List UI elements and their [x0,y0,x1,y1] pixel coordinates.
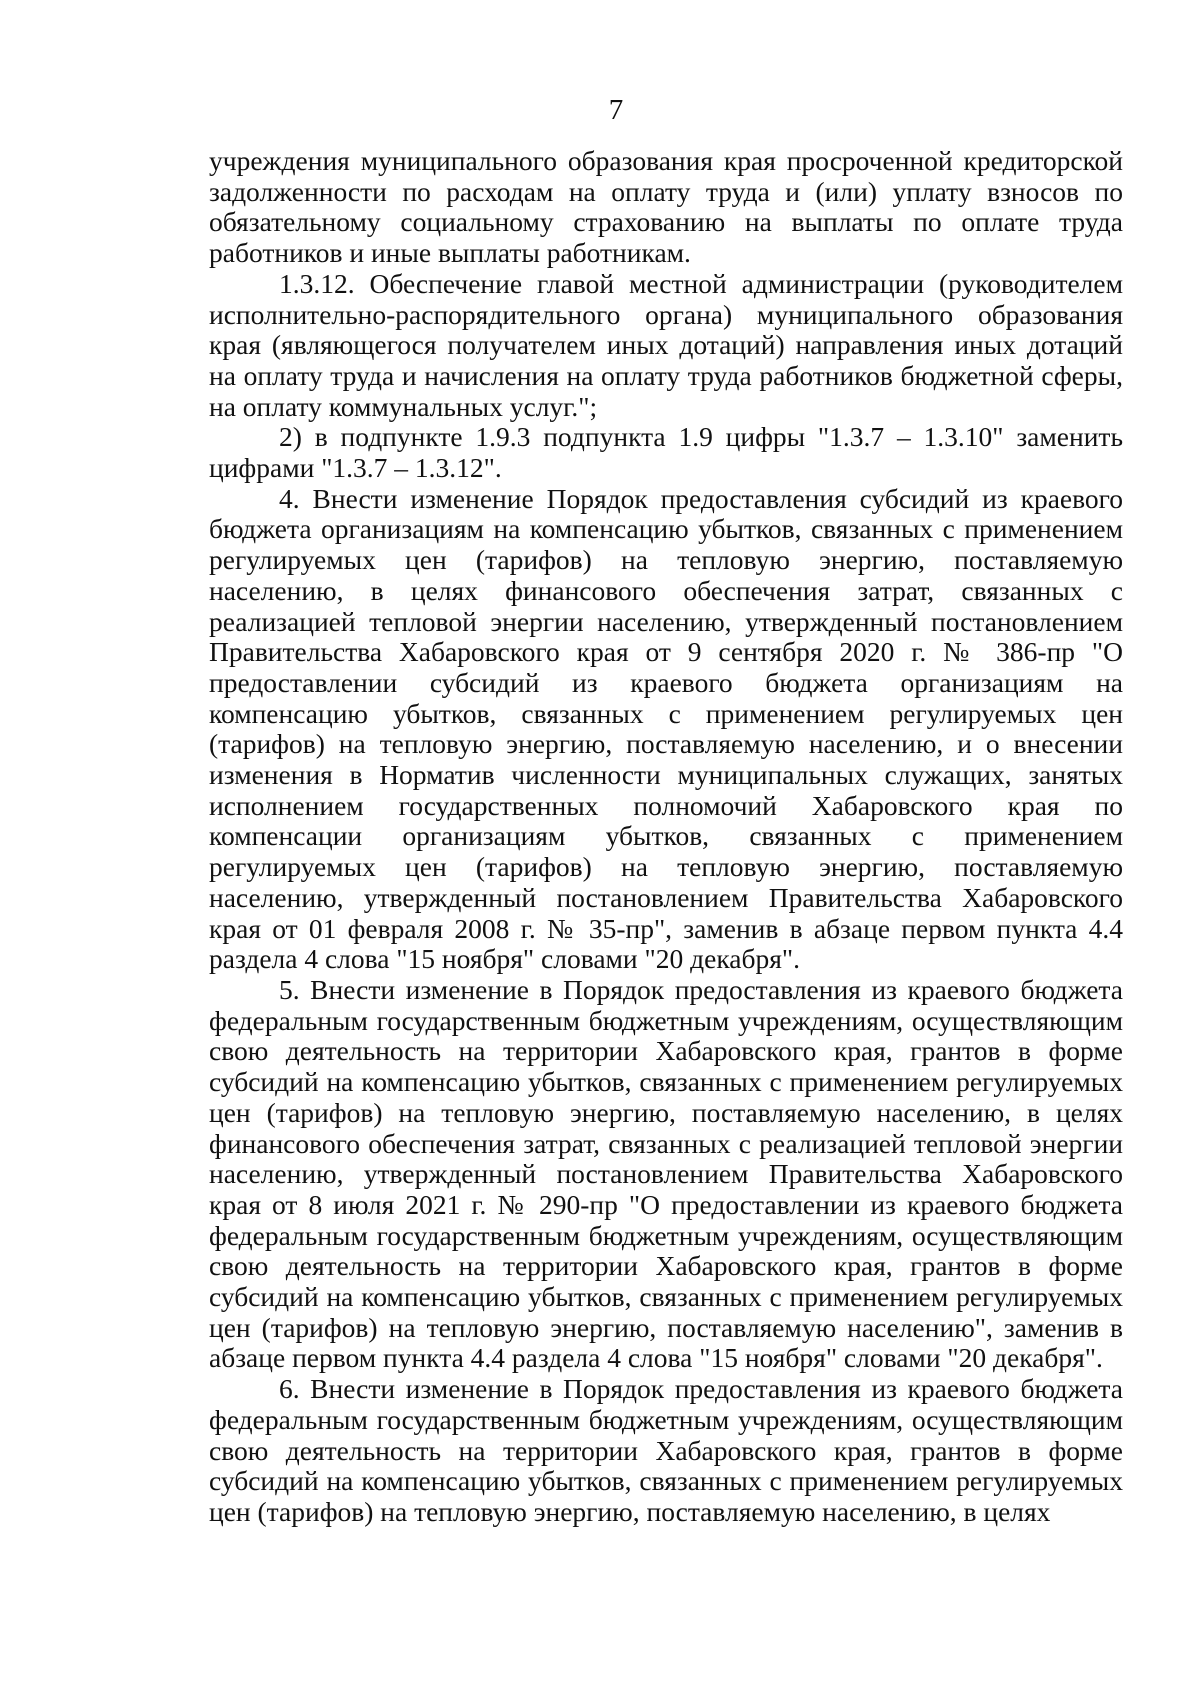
page-number: 7 [608,94,624,126]
paragraph-subitem-2: 2) в подпункте 1.9.3 подпункта 1.9 цифры "1.3.7 – 1.3.10" заменить цифрами "1.3.7 – 1.3.12". [209,421,1123,484]
paragraph-item-5: 5. Внести изменение в Порядок предоставления из краевого бюджета федеральным государственным бюджетным учреждениям, осуществляющим свою деятельность на территории Хабаровского края, грантов в форме субсидий на компенсацию убытков, связанных с применением регулируемых цен (тарифов) на тепловую энергию, поставляемую населению, в целях финансового обеспечения затрат, связанных с реализацией тепловой энергии населению, утвержденный постановлением Правительства Хабаровского края от 8 июля 2021 г. № 290-пр "О предоставлении из краевого бюджета федеральным государственным бюджетным учреждениям, осуществляющим свою деятельность на территории Хабаровского края, грантов в форме субсидий на компенсацию убытков, связанных с применением регулируемых цен (тарифов) на тепловую энергию, поставляемую населению", заменив в абзаце первом пункта 4.4 раздела 4 слова "15 ноября" словами "20 декабря". [209,973,1123,1374]
document-body [209,146,1123,1528]
paragraph-item-4: 4. Внести изменение Порядок предоставления субсидий из краевого бюджета организациям на компенсацию убытков, связанных с применением регулируемых цен (тарифов) на тепловую энергию, поставляемую населению, в целях финансового обеспечения затрат, связанных с реализацией тепловой энергии населению, утвержденный постановлением Правительства Хабаровского края от 9 сентября 2020 г. № 386-пр "О предоставлении субсидий из краевого бюджета организациям на компенсацию убытков, связанных с применением регулируемых цен (тарифов) на тепловую энергию, поставляемую населению, и о внесении изменения в Норматив численности муниципальных служащих, занятых исполнением государственных полномочий Хабаровского края по компенсации организациям убытков, связанных с применением регулируемых цен (тарифов) на тепловую энергию, поставляемую населению, утвержденный постановлением Правительства Хабаровского края от 01 февраля 2008 г. № 35-пр", заменив в абзаце первом пункта 4.4 раздела 4 слова "15 ноября" словами "20 декабря". [209,482,1123,975]
paragraph-item-1-3-12: 1.3.12. Обеспечение главой местной администрации (руководителем исполнительно-распорядительного органа) муниципального образования края (являющегося получателем иных дотаций) направления иных дотаций на оплату труда и начисления на оплату труда работников бюджетной сферы, на оплату коммунальных услуг."; [209,267,1123,422]
paragraph-item-6: 6. Внести изменение в Порядок предоставления из краевого бюджета федеральным государственным бюджетным учреждениям, осуществляющим свою деятельность на территории Хабаровского края, грантов в форме субсидий на компенсацию убытков, связанных с применением регулируемых цен (тарифов) на тепловую энергию, поставляемую населению, в целях [209,1373,1123,1527]
paragraph-continuation: учреждения муниципального образования края просроченной кредиторской задолженности по расходам на оплату труда и (или) уплату взносов по обязательному социальному страхованию на выплаты по оплате труда работников и иные выплаты работникам. [209,145,1123,269]
